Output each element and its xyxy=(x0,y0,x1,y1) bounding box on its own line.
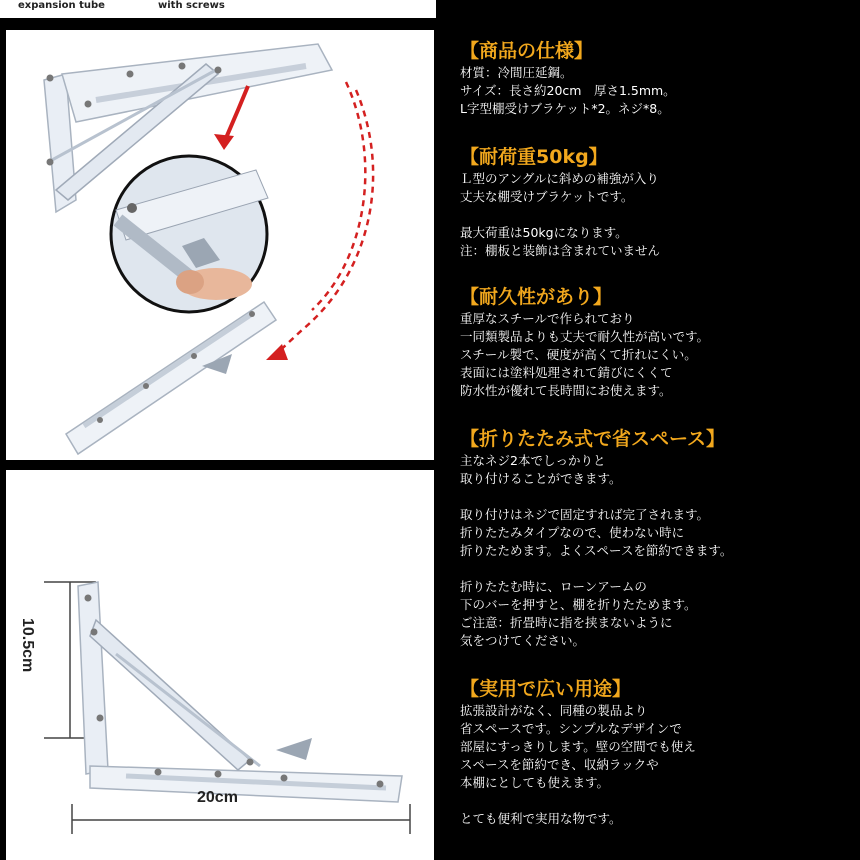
section-folding xyxy=(460,426,860,650)
section-title: 【耐久性があり】 xyxy=(460,286,613,308)
section-specs xyxy=(460,38,860,118)
section-title: 【折りたたみ式で省スペース】 xyxy=(460,428,726,450)
section-line xyxy=(460,488,860,506)
section-line: 一同類製品よりも丈夫で耐久性が高いです。 xyxy=(460,329,710,344)
height-dimension-label: 10.5cm xyxy=(19,618,36,673)
section-line: 丈夫な棚受けブラケットです。 xyxy=(460,189,634,204)
section-line: とても便利で実用な物です。 xyxy=(460,811,622,826)
folding-bracket-illustration xyxy=(6,30,434,460)
section-durability xyxy=(460,284,860,400)
section-line xyxy=(460,792,860,810)
section-line: Ｌ型のアングルに斜めの補強が入り xyxy=(460,171,659,186)
product-photo-folding xyxy=(6,30,434,460)
section-load-capacity xyxy=(460,144,860,260)
section-line: 折りたためます。よくスペースを節約できます。 xyxy=(460,543,733,558)
section-line: L字型棚受けブラケット*2。ネジ*8。 xyxy=(460,101,670,116)
section-line: 最大荷重は50kgになります。 xyxy=(460,225,628,240)
section-line: 部屋にすっきりします。壁の空間でも使え xyxy=(460,739,696,754)
section-line: 省スペースです。シンプルなデザインで xyxy=(460,721,682,736)
section-line xyxy=(460,206,860,224)
section-line: サイズ：長さ約20cm 厚さ1.5mm。 xyxy=(460,83,676,98)
section-line: 本棚にとしても使えます。 xyxy=(460,775,610,790)
section-line: 拡張設計がなく、同種の製品より xyxy=(460,703,648,718)
section-line: 材質：冷間圧延鋼。 xyxy=(460,65,573,80)
section-title: 【商品の仕様】 xyxy=(460,40,594,62)
width-dimension-label: 20cm xyxy=(197,789,238,806)
expansion-tube-label: expansion tube xyxy=(18,0,105,11)
section-line: ご注意：折畳時に指を挟まないように xyxy=(460,615,673,630)
section-line: 取り付けはネジで固定すれば完了されます。 xyxy=(460,507,710,522)
section-line: 重厚なスチールで作られており xyxy=(460,311,635,326)
section-line: 取り付けることができます。 xyxy=(460,471,622,486)
section-line: 下のバーを押すと、棚を折りたためます。 xyxy=(460,597,697,612)
section-line: 折りたたむ時に、ローンアームの xyxy=(460,579,647,594)
section-line: 表面には塗料処理されて錆びにくくて xyxy=(460,365,673,380)
section-line: スチール製で、硬度が高くて折れにくい。 xyxy=(460,347,697,362)
section-title: 【耐荷重50kg】 xyxy=(460,146,608,168)
section-line: 防水性が優れて長時間にお使えます。 xyxy=(460,383,672,398)
section-line: 注：棚板と装飾は含まれていません xyxy=(460,243,661,258)
section-usage xyxy=(460,676,860,828)
section-line: 気をつけてください。 xyxy=(460,633,586,648)
top-strip xyxy=(0,0,436,18)
section-line: スペースを節約でき、収納ラックや xyxy=(460,757,659,772)
section-line: 主なネジ2本でしっかりと xyxy=(460,453,606,468)
section-line xyxy=(460,560,860,578)
product-description-column xyxy=(440,0,860,860)
section-line: 折りたたみタイプなので、使わない時に xyxy=(460,525,685,540)
section-title: 【実用で広い用途】 xyxy=(460,678,632,700)
screws-label: with screws xyxy=(158,0,225,11)
